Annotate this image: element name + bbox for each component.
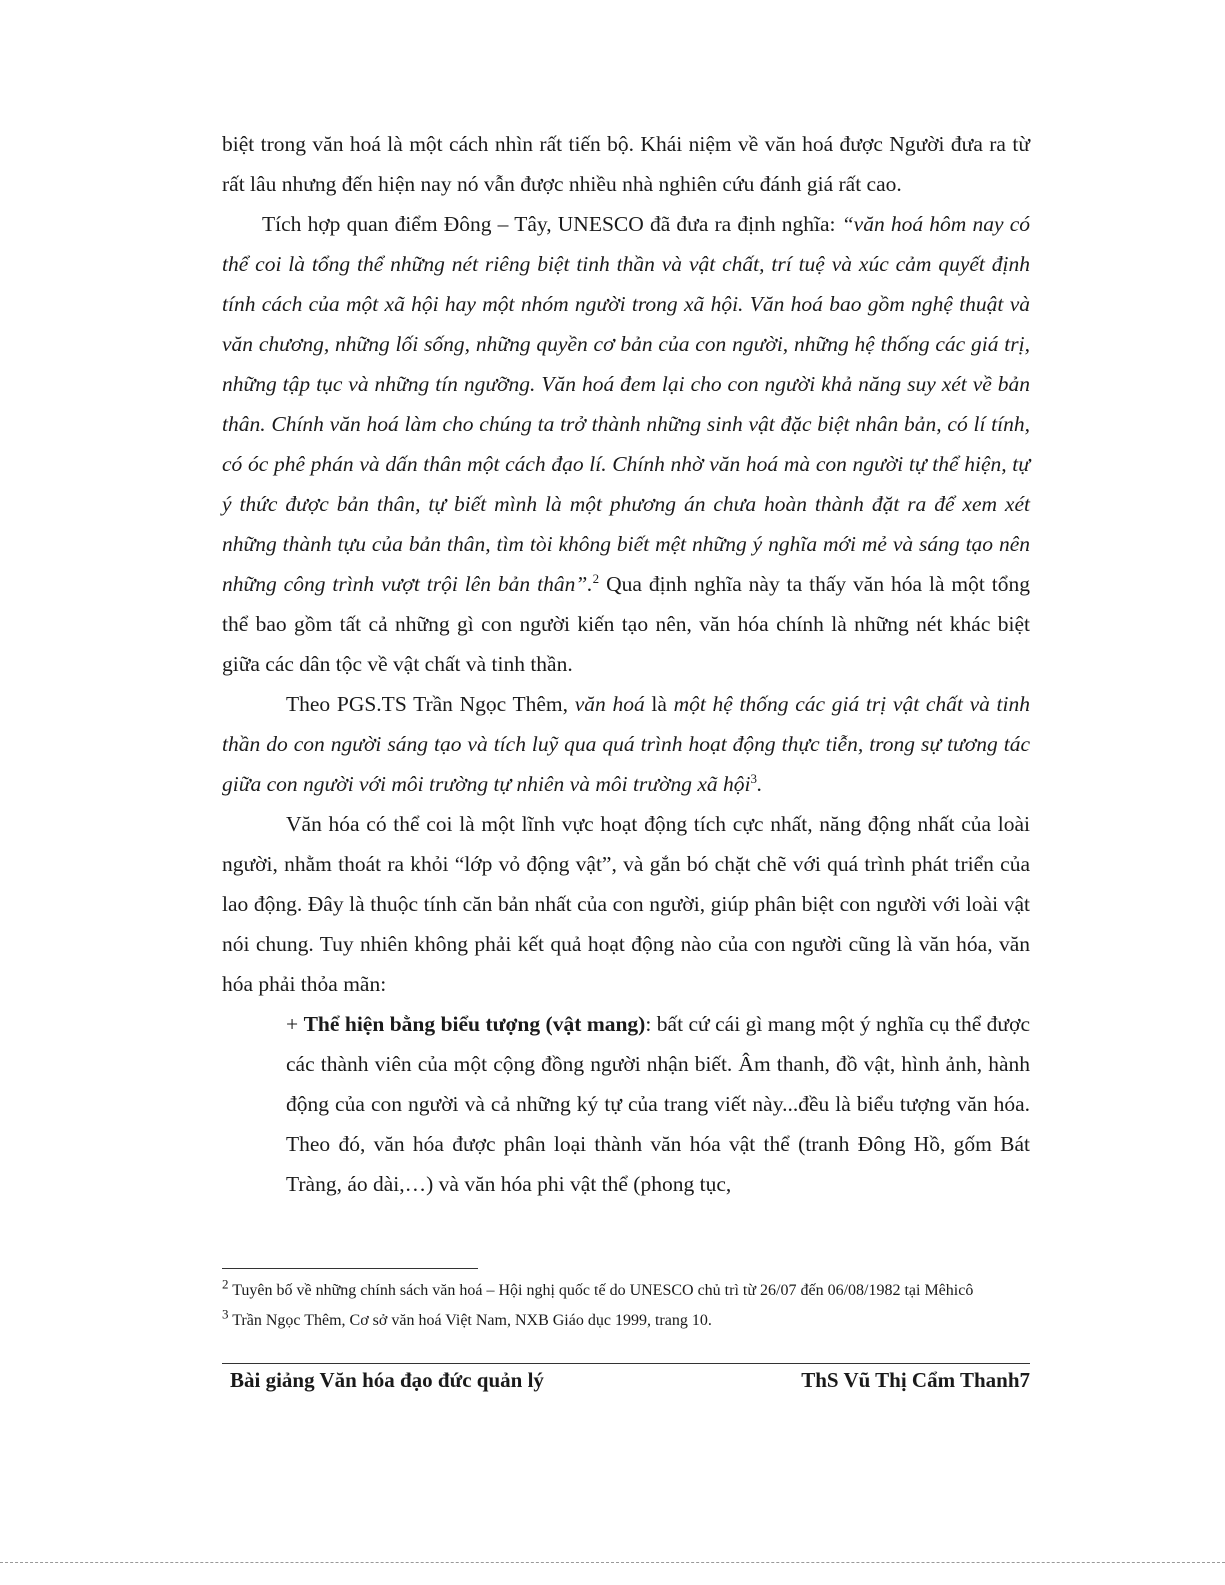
bullet-heading: Thể hiện bằng biểu tượng (vật mang) [303, 1012, 646, 1036]
page-bottom-edge [0, 1562, 1225, 1563]
paragraph-2-lead: Tích hợp quan điểm Đông – Tây, UNESCO đã đưa ra định nghĩa: [262, 212, 842, 236]
footer-title: Bài giảng Văn hóa đạo đức quản lý [230, 1368, 544, 1392]
footnote-2-number: 2 [222, 1276, 229, 1292]
paragraph-3 [222, 684, 1030, 804]
paragraph-3-end: . [757, 772, 763, 796]
footer-author: ThS Vũ Thị Cẩm Thanh [801, 1368, 1020, 1392]
footnote-ref-3[interactable]: 3 [750, 770, 758, 786]
bullet-mark: + [286, 1012, 304, 1036]
bullet-item-symbol [222, 1004, 1030, 1204]
culture-term: văn hoá [574, 692, 645, 716]
bullet-text: : bất cứ cái gì mang một ý nghĩa cụ thể được các thành viên của một cộng đồng người nhận biết. Âm thanh, đồ vật, hình ảnh, hành động của con người và cả những ký tự của trang viết này...đều là biểu tượng văn hóa. Theo đó, văn hóa được phân loại thành văn hóa vật thể (tranh Đông Hồ, gốm Bát Tràng, áo dài,…) và văn hóa phi vật thể (phong tục, [286, 1012, 1031, 1196]
paragraph-1: biệt trong văn hoá là một cách nhìn rất tiến bộ. Khái niệm về văn hoá được Người đưa ra từ rất lâu nhưng đến hiện nay nó vẫn được nhiều nhà nghiên cứu đánh giá rất cao. [222, 132, 1030, 196]
tran-ngoc-them-definition: một hệ thống các giá trị vật chất và tinh thần do con người sáng tạo và tích luỹ qua quá trình hoạt động thực tiễn, trong sự tương tác giữa con người với môi trường tự nhiên và môi trường xã hội [222, 692, 1030, 796]
page-footer [230, 1364, 1030, 1396]
footnote-3-number: 3 [222, 1306, 229, 1322]
paragraph-2-tail: Qua định nghĩa này ta thấy văn hóa là một tổng thể bao gồm tất cả những gì con người kiến tạo nên, văn hóa chính là những nét khác biệt giữa các dân tộc về vật chất và tinh thần. [222, 572, 1031, 676]
paragraph-3-lead: Theo PGS.TS Trần Ngọc Thêm, [286, 692, 575, 716]
paragraph-3-is: là [644, 692, 674, 716]
footnote-3-text: Trần Ngọc Thêm, Cơ sở văn hoá Việt Nam, NXB Giáo dục 1999, trang 10. [228, 1312, 712, 1329]
footnote-3 [222, 1306, 1030, 1336]
footer-author-page [801, 1364, 1030, 1396]
footnotes [222, 1276, 1030, 1336]
page-number: 7 [1019, 1368, 1030, 1392]
footnote-separator [222, 1268, 478, 1269]
unesco-definition-quote: “văn hoá hôm nay có thể coi là tổng thể những nét riêng biệt tinh thần và vật chất, trí tuệ và xúc cảm quyết định tính cách của một xã hội hay một nhóm người trong xã hội. Văn hoá bao gồm nghệ thuật và văn chương, những lối sống, những quyền cơ bản của con người, những hệ thống các giá trị, những tập tục và những tín ngưỡng. Văn hoá đem lại cho con người khả năng suy xét về bản thân. Chính văn hoá làm cho chúng ta trở thành những sinh vật đặc biệt nhân bản, có lí tính, có óc phê phán và dấn thân một cách đạo lí. Chính nhờ văn hoá mà con người tự thể hiện, tự ý thức được bản thân, tự biết mình là một phương án chưa hoàn thành đặt ra để xem xét những thành tựu của bản thân, tìm tòi không biết mệt những ý nghĩa mới mẻ và sáng tạo nên những công trình vượt trội lên bản thân”. [222, 212, 1030, 596]
footnote-2 [222, 1276, 1030, 1306]
paragraph-2 [222, 204, 1030, 684]
footnote-2-text: Tuyên bố về những chính sách văn hoá – Hội nghị quốc tế do UNESCO chủ trì từ 26/07 đến 06/08/1982 tại Mêhicô [228, 1282, 974, 1299]
body-text [222, 124, 1030, 1204]
footnote-ref-2[interactable]: 2 [592, 570, 600, 586]
paragraph-4: Văn hóa có thể coi là một lĩnh vực hoạt động tích cực nhất, năng động nhất của loài người, nhằm thoát ra khỏi “lớp vỏ động vật”, và gắn bó chặt chẽ với quá trình phát triển của lao động. Đây là thuộc tính căn bản nhất của con người, giúp phân biệt con người với loài vật nói chung. Tuy nhiên không phải kết quả hoạt động nào của con người cũng là văn hóa, văn hóa phải thỏa mãn: [222, 812, 1030, 996]
